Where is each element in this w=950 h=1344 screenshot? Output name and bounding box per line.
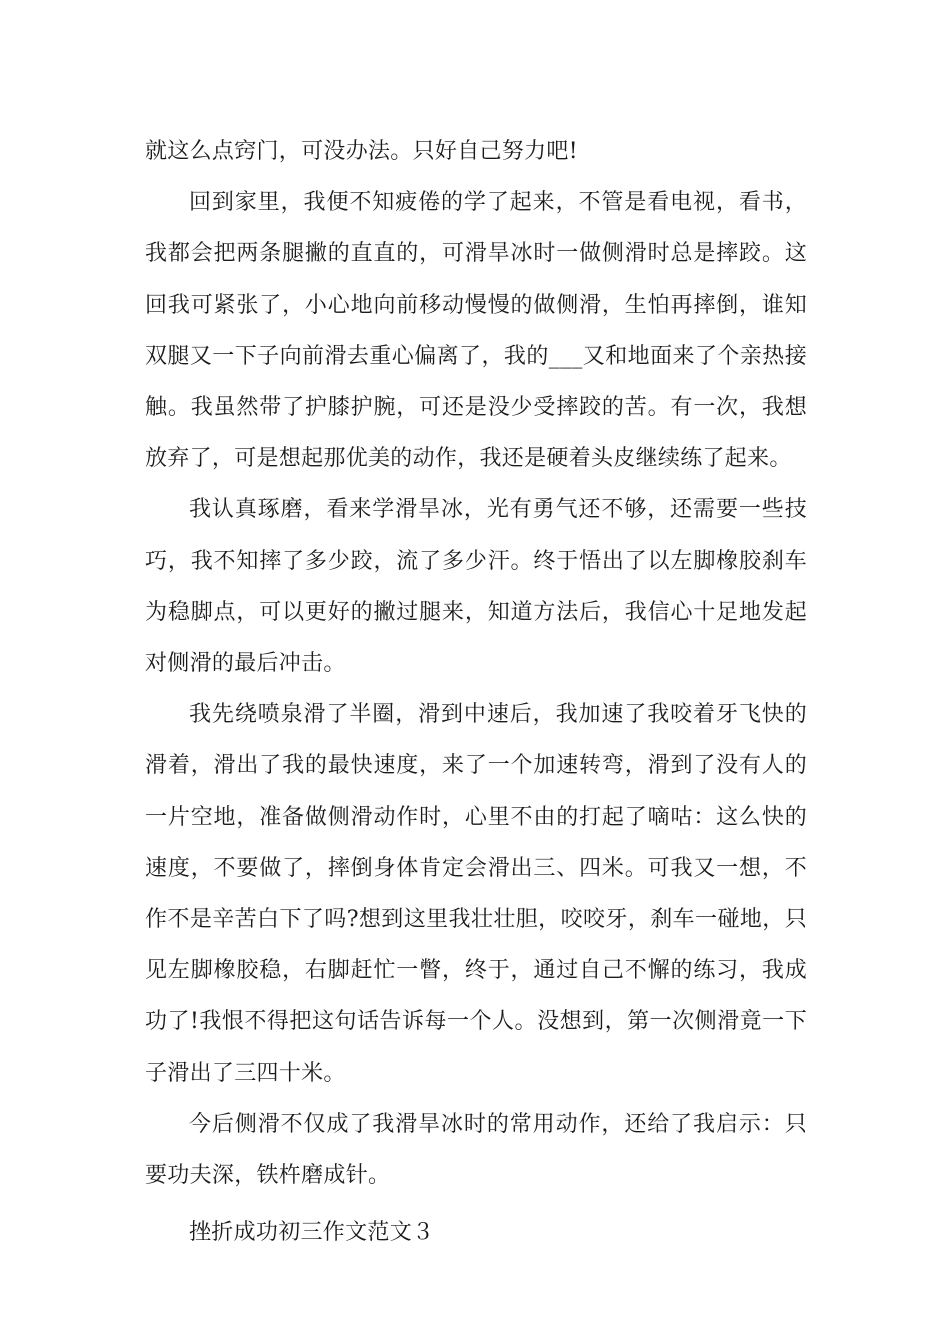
paragraph: 今后侧滑不仅成了我滑旱冰时的常用动作，还给了我启示：只要功夫深，铁杵磨成针。 (145, 1111, 807, 1189)
paragraph-continuation: 就这么点窍门，可没办法。只好自己努力吧! (145, 139, 578, 164)
paragraph: 回到家里，我便不知疲倦的学了起来，不管是看电视，看书，我都会把两条腿撇的直直的，可滑旱冰时一做侧滑时总是摔跤。这回我可紧张了，小心地向前移动慢慢的做侧滑，生怕再摔倒，谁知双腿又一下子向前滑去重心偏离了，我的___又和地面来了个亲热接触。我虽然带了护膝护腕，可还是没少受摔跤的苦。有一次，我想放弃了，可是想起那优美的动作，我还是硬着头皮继续练了起来。 (145, 190, 807, 472)
paragraph: 我先绕喷泉滑了半圈，滑到中速后，我加速了我咬着牙飞快的滑着，滑出了我的最快速度，来了一个加速转弯，滑到了没有人的一片空地，准备做侧滑动作时，心里不由的打起了嘀咕：这么快的速度，不要做了，摔倒身体肯定会滑出三、四米。可我又一想，不作不是辛苦白下了吗?想到这里我壮壮胆，咬咬牙，刹车一碰地，只见左脚橡胶稳，右脚赶忙一瞥，终于，通过自己不懈的练习，我成功了!我恨不得把这句话告诉每一个人。没想到，第一次侧滑竟一下子滑出了三四十米。 (145, 702, 807, 1086)
paragraph: 我认真琢磨，看来学滑旱冰，光有勇气还不够，还需要一些技巧，我不知摔了多少跤，流了多少汗。终于悟出了以左脚橡胶刹车为稳脚点，可以更好的撇过腿来，知道方法后，我信心十足地发起对侧滑的最后冲击。 (145, 497, 807, 677)
section-heading: 挫折成功初三作文范文３ (189, 1220, 435, 1246)
document-page (145, 126, 807, 1258)
